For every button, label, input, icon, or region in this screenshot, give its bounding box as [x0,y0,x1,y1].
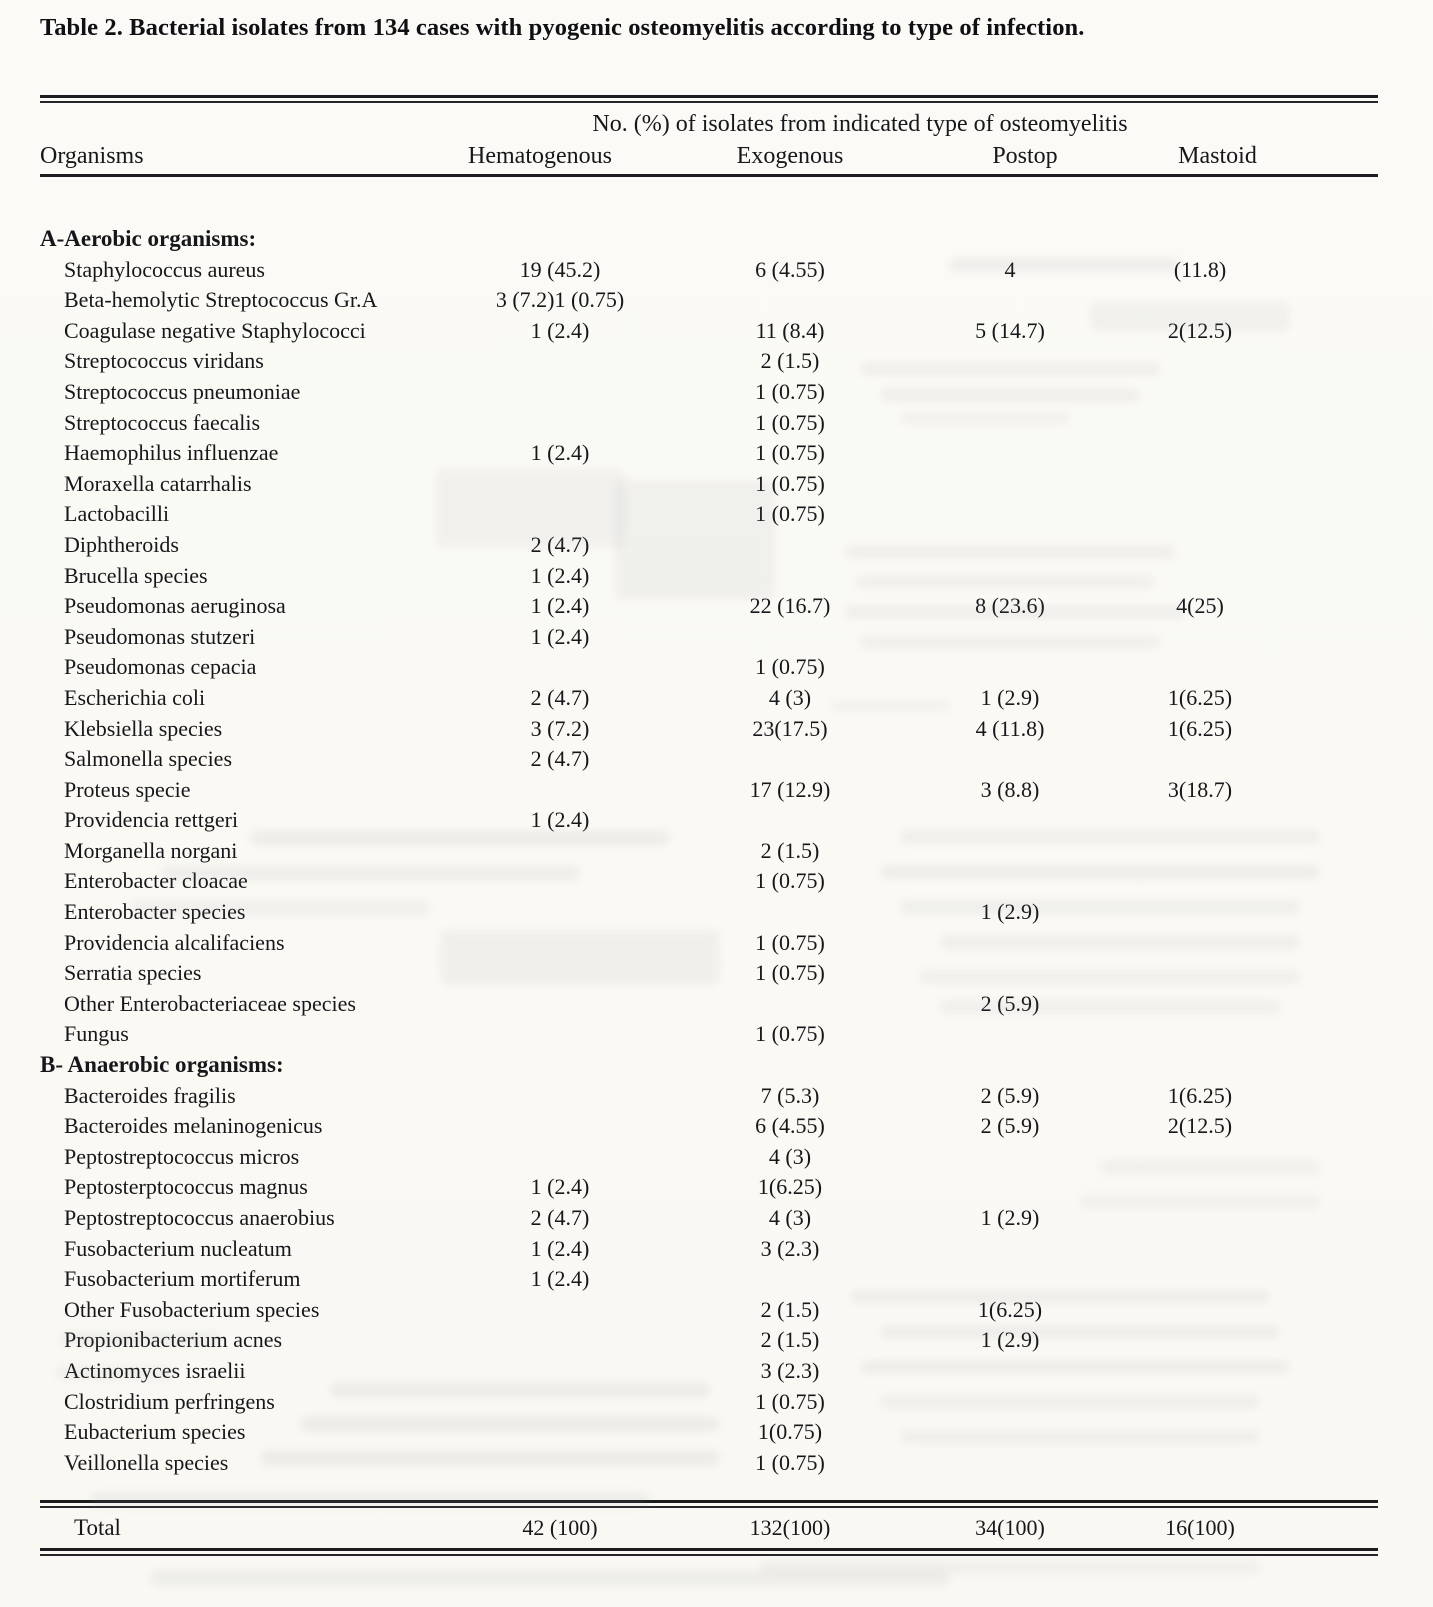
column-header-hematogenous: Hematogenous [468,143,612,169]
value-hematogenous: 19 (45.2) [519,256,601,282]
total-postop: 34(100) [975,1515,1045,1541]
value-exogenous: 1 (0.75) [755,409,825,435]
organism-name: Veillonella species [64,1449,229,1475]
value-hematogenous [440,652,680,683]
value-postop: 4 (11.8) [975,715,1045,741]
organism-name: Salmonella species [64,746,233,772]
organism-name: Morganella norgani [64,837,238,863]
value-exogenous: 11 (8.4) [755,317,825,343]
value-hematogenous [440,499,680,530]
value-postop [900,1142,1120,1173]
value-exogenous: 1 (0.75) [755,654,825,680]
bleedthrough-smudge [150,1570,950,1586]
total-exogenous: 132(100) [749,1515,831,1541]
value-hematogenous [440,866,680,897]
value-mastoid: 4(25) [1176,593,1224,619]
value-postop: 1(6.25) [977,1296,1043,1322]
organism-row [40,561,1378,592]
value-exogenous: 7 (5.3) [760,1082,820,1108]
value-mastoid [1120,805,1280,836]
organism-row [40,438,1378,469]
value-postop [900,1234,1120,1265]
value-postop [900,469,1120,500]
organism-name: Fusobacterium nucleatum [64,1235,292,1261]
value-postop: 2 (5.9) [980,990,1040,1016]
organism-row [40,897,1378,928]
column-header-row [40,139,1378,174]
value-postop: 8 (23.6) [975,593,1045,619]
table-top-rule [40,95,1378,103]
value-mastoid [1120,836,1280,867]
value-mastoid: (11.8) [1173,256,1227,282]
value-exogenous: 2 (1.5) [760,348,820,374]
organism-row [40,377,1378,408]
organism-name: Streptococcus viridans [64,348,264,374]
value-exogenous: 1 (0.75) [755,440,825,466]
organism-name: Pseudomonas cepacia [64,654,257,680]
span-header: No. (%) of isolates from indicated type of osteomyelitis [592,111,1128,137]
organism-row [40,1295,1378,1326]
organism-row [40,316,1378,347]
value-hematogenous [440,469,680,500]
organism-name: Haemophilus influenzae [64,440,279,466]
value-hematogenous: 3 (7.2)1 (0.75) [495,287,625,313]
value-postop: 1 (2.9) [980,684,1040,710]
section-header-row [40,1050,1378,1081]
value-mastoid [1120,866,1280,897]
value-hematogenous [440,1142,680,1173]
value-postop [900,744,1120,775]
organism-row [40,652,1378,683]
value-exogenous: 1 (0.75) [755,1449,825,1475]
value-exogenous: 1 (0.75) [755,501,825,527]
organism-row [40,285,1378,316]
organism-row [40,866,1378,897]
value-hematogenous: 1 (2.4) [530,623,590,649]
organism-row [40,1019,1378,1050]
value-exogenous: 1 (0.75) [755,378,825,404]
value-postop [900,408,1120,439]
value-hematogenous [440,928,680,959]
value-exogenous: 2 (1.5) [760,837,820,863]
value-exogenous: 1 (0.75) [755,1021,825,1047]
organism-row [40,714,1378,745]
organism-row [40,469,1378,500]
value-exogenous [680,1264,900,1295]
value-postop: 5 (14.7) [975,317,1045,343]
value-mastoid [1120,1172,1280,1203]
organism-name: Propionibacterium acnes [64,1327,283,1353]
organism-name: Eubacterium species [64,1419,246,1445]
value-hematogenous: 1 (2.4) [530,440,590,466]
organism-name: Klebsiella species [64,715,223,741]
value-postop [900,1264,1120,1295]
organism-name: Other Fusobacterium species [64,1296,320,1322]
value-exogenous [680,622,900,653]
value-exogenous: 4 (3) [768,1143,812,1169]
value-hematogenous [440,408,680,439]
organism-name: Escherichia coli [64,684,206,710]
organism-row [40,1448,1378,1479]
organism-row [40,775,1378,806]
value-postop: 3 (8.8) [980,776,1040,802]
value-exogenous [680,561,900,592]
organism-name: Lactobacilli [64,501,170,527]
value-mastoid: 1(6.25) [1167,684,1233,710]
value-exogenous: 1 (0.75) [755,868,825,894]
value-postop [900,866,1120,897]
organism-row [40,1387,1378,1418]
value-exogenous [680,897,900,928]
organism-name: Streptococcus faecalis [64,409,261,435]
value-hematogenous [440,1111,680,1142]
value-hematogenous: 1 (2.4) [530,593,590,619]
table-body [40,178,1378,1478]
value-exogenous: 2 (1.5) [760,1327,820,1353]
value-hematogenous [440,1081,680,1112]
value-mastoid [1120,1448,1280,1479]
organism-name: Streptococcus pneumoniae [64,378,301,404]
organism-row [40,408,1378,439]
value-hematogenous [440,1325,680,1356]
value-postop: 2 (5.9) [980,1082,1040,1108]
value-exogenous: 3 (2.3) [760,1357,820,1383]
value-exogenous: 2 (1.5) [760,1296,820,1322]
value-mastoid [1120,989,1280,1020]
organism-row [40,1417,1378,1448]
organism-name: Bacteroides melaninogenicus [64,1113,323,1139]
value-mastoid [1120,1142,1280,1173]
value-hematogenous [440,1387,680,1418]
value-mastoid: 1(6.25) [1167,1082,1233,1108]
value-postop: 4 [1004,256,1016,282]
value-exogenous [680,989,900,1020]
value-postop [900,1417,1120,1448]
organism-row [40,805,1378,836]
value-exogenous: 1 (0.75) [755,929,825,955]
value-exogenous: 1(0.75) [757,1419,823,1445]
value-hematogenous [440,1295,680,1326]
value-hematogenous: 1 (2.4) [530,562,590,588]
value-hematogenous [440,958,680,989]
value-postop [900,958,1120,989]
organism-row [40,1356,1378,1387]
value-postop [900,622,1120,653]
value-mastoid [1120,438,1280,469]
value-exogenous: 1 (0.75) [755,470,825,496]
value-exogenous: 6 (4.55) [755,256,825,282]
organism-name: Brucella species [64,562,208,588]
value-postop [900,1387,1120,1418]
section-label: A-Aerobic organisms: [40,226,257,251]
column-header-postop: Postop [992,143,1058,169]
organism-row [40,530,1378,561]
organism-name: Peptostreptococcus anaerobius [64,1205,335,1230]
organism-name: Diphtheroids [64,531,179,557]
organism-row [40,683,1378,714]
total-hematogenous: 42 (100) [522,1515,598,1541]
organism-row [40,836,1378,867]
organism-row [40,499,1378,530]
value-mastoid: 2(12.5) [1167,317,1233,343]
value-mastoid: 3(18.7) [1167,776,1233,802]
value-postop [900,805,1120,836]
value-hematogenous: 2 (4.7) [530,684,590,710]
section-header-row [40,224,1378,255]
organism-name: Coagulase negative Staphylococci [64,317,366,343]
value-exogenous: 1 (0.75) [755,1388,825,1414]
column-header-mastoid: Mastoid [1178,143,1257,169]
value-hematogenous [440,989,680,1020]
organism-row [40,346,1378,377]
value-exogenous: 17 (12.9) [749,776,831,802]
value-postop: 1 (2.9) [980,1327,1040,1353]
value-mastoid [1120,928,1280,959]
value-hematogenous [440,1417,680,1448]
table-bottom-rule [40,1548,1378,1556]
value-postop [900,1172,1120,1203]
organism-row [40,255,1378,286]
value-hematogenous: 1 (2.4) [530,807,590,833]
value-hematogenous: 3 (7.2) [530,715,590,741]
organism-name: Peptostreptococcus micros [64,1143,300,1169]
organism-name: Fusobacterium mortiferum [64,1266,301,1292]
value-mastoid [1120,1387,1280,1418]
value-mastoid [1120,1264,1280,1295]
value-postop [900,1448,1120,1479]
value-mastoid [1120,377,1280,408]
value-mastoid: 1(6.25) [1167,715,1233,741]
value-exogenous [680,805,900,836]
organism-row [40,744,1378,775]
value-exogenous [680,744,900,775]
total-row [40,1508,1378,1548]
value-postop [900,561,1120,592]
value-mastoid [1120,469,1280,500]
value-mastoid: 2(12.5) [1167,1113,1233,1139]
organism-name: Pseudomonas aeruginosa [64,593,286,619]
organism-row [40,928,1378,959]
value-mastoid [1120,1295,1280,1326]
value-exogenous: 22 (16.7) [749,593,831,619]
organism-row [40,622,1378,653]
value-hematogenous: 1 (2.4) [530,1235,590,1261]
total-label: Total [74,1515,121,1541]
value-mastoid [1120,530,1280,561]
value-mastoid [1120,652,1280,683]
organism-name: Enterobacter cloacae [64,868,248,894]
value-mastoid [1120,1325,1280,1356]
value-exogenous [680,530,900,561]
section-label: B- Anaerobic organisms: [40,1052,284,1078]
value-hematogenous: 2 (4.7) [530,746,590,772]
organism-row [40,989,1378,1020]
value-hematogenous: 1 (2.4) [530,1266,590,1292]
organism-name: Clostridium perfringens [64,1388,275,1414]
organism-name: Actinomyces israelii [64,1357,246,1383]
value-hematogenous [440,836,680,867]
isolates-table [40,95,1378,1556]
value-postop [900,928,1120,959]
organism-name: Moraxella catarrhalis [64,470,252,496]
value-mastoid [1120,1019,1280,1050]
table-title: Table 2. Bacterial isolates from 134 cases with pyogenic osteomyelitis according to type of infection. [40,14,1085,41]
value-postop [900,346,1120,377]
value-postop [900,1356,1120,1387]
value-exogenous: 1 (0.75) [755,960,825,986]
organism-row [40,1081,1378,1112]
value-postop [900,1019,1120,1050]
value-mastoid [1120,285,1280,316]
value-hematogenous: 1 (2.4) [530,317,590,343]
value-postop [900,836,1120,867]
value-exogenous: 3 (2.3) [760,1235,820,1261]
value-mastoid [1120,346,1280,377]
organism-row [40,1325,1378,1356]
value-exogenous: 23(17.5) [752,715,828,741]
organism-row [40,1172,1378,1203]
value-hematogenous: 1 (2.4) [530,1174,590,1200]
organism-row [40,958,1378,989]
value-hematogenous [440,897,680,928]
value-mastoid [1120,1417,1280,1448]
value-hematogenous [440,346,680,377]
value-exogenous: 4 (3) [768,1205,812,1230]
value-mastoid [1120,408,1280,439]
organism-name: Peptosterptococcus magnus [64,1174,308,1200]
value-postop [900,377,1120,408]
value-postop [900,285,1120,316]
value-exogenous [680,285,900,316]
value-postop: 2 (5.9) [980,1113,1040,1139]
organism-row [40,1111,1378,1142]
organism-name: Other Enterobacteriaceae species [64,990,356,1016]
table-header [40,108,1378,139]
value-exogenous: 6 (4.55) [755,1113,825,1139]
organism-name: Providencia rettgeri [64,807,239,833]
organism-name: Providencia alcalifaciens [64,929,285,955]
value-postop: 1 (2.9) [980,899,1040,925]
value-mastoid [1120,744,1280,775]
bleedthrough-smudge [760,1560,1260,1574]
value-hematogenous: 2 (4.7) [530,1205,590,1230]
organism-name: Serratia species [64,960,202,986]
value-hematogenous [440,1356,680,1387]
value-mastoid [1120,1234,1280,1265]
pre-total-rule [40,1500,1378,1508]
value-hematogenous [440,1448,680,1479]
organism-name: Pseudomonas stutzeri [64,623,256,649]
organism-name: Bacteroides fragilis [64,1082,236,1108]
organism-name: Proteus specie [64,776,191,802]
value-hematogenous: 2 (4.7) [530,531,590,557]
value-exogenous: 4 (3) [768,684,812,710]
organism-row [40,591,1378,622]
organism-name: Beta-hemolytic Streptococcus Gr.A [64,287,378,313]
organism-name: Staphylococcus aureus [64,256,265,282]
value-postop [900,652,1120,683]
organism-name: Fungus [64,1021,129,1047]
value-mastoid [1120,622,1280,653]
value-hematogenous [440,377,680,408]
total-mastoid: 16(100) [1165,1515,1235,1541]
organism-row [40,1203,1378,1234]
value-mastoid [1120,897,1280,928]
column-header-organisms: Organisms [40,143,144,169]
value-postop: 1 (2.9) [980,1205,1040,1230]
organism-row [40,1234,1378,1265]
organism-row [40,1142,1378,1173]
value-postop [900,438,1120,469]
value-mastoid [1120,1356,1280,1387]
column-header-exogenous: Exogenous [736,143,844,169]
value-postop [900,499,1120,530]
value-hematogenous [440,775,680,806]
value-mastoid [1120,561,1280,592]
organism-name: Enterobacter species [64,899,246,925]
value-mastoid [1120,1203,1280,1234]
value-exogenous: 1(6.25) [757,1174,823,1200]
value-mastoid [1120,499,1280,530]
value-hematogenous [440,1019,680,1050]
organism-row [40,1264,1378,1295]
value-mastoid [1120,958,1280,989]
value-postop [900,530,1120,561]
